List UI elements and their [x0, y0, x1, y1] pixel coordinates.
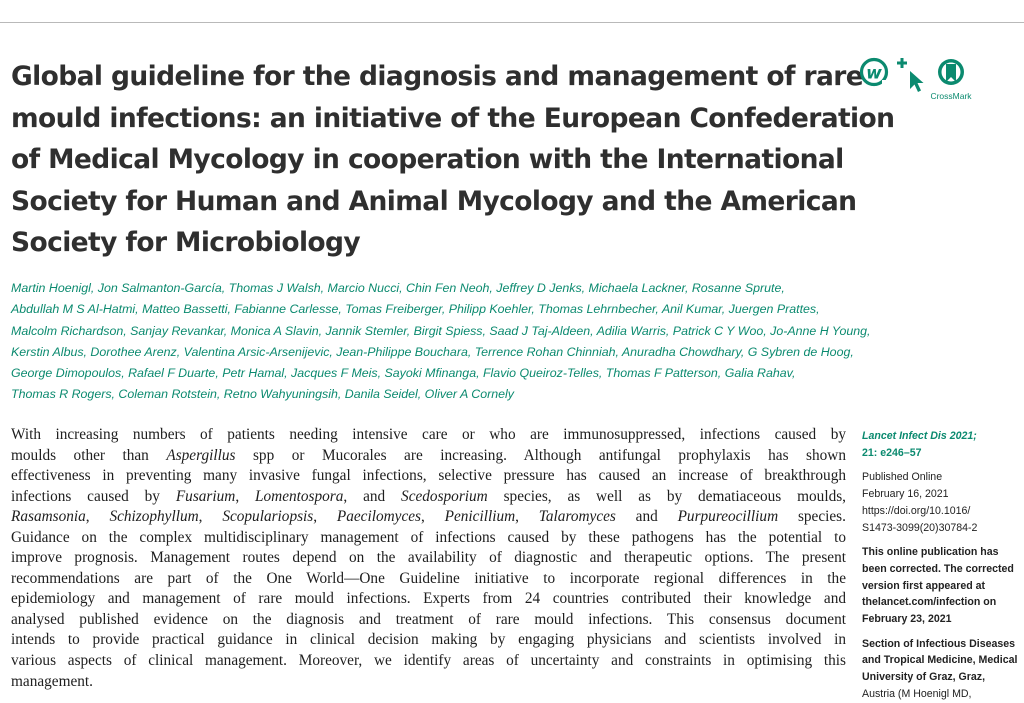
- title-line: mould infections: an initiative of the European Confederation: [11, 102, 895, 134]
- published-label: Published Online: [862, 471, 943, 484]
- abstract-line: intends to provide practical guidance in clinical decision making by engaging physicians and scientists involved in: [11, 631, 846, 649]
- abstract-line: infections caused by Fusarium, Lomentospora, and Scedosporium species, as well as by dematiaceous moulds,: [11, 487, 846, 505]
- abstract-line: recommendations are part of the One World—One Guideline initiative to incorporate regional differences in the: [11, 569, 846, 587]
- correction-line: thelancet.com/infection on: [862, 596, 997, 609]
- correction-line: February 23, 2021: [862, 613, 952, 626]
- author-line: Martin Hoenigl, Jon Salmanton-García, Thomas J Walsh, Marcio Nucci, Chin Fen Neoh, Jeffrey D Jenks, Michaela Lackner, Rosanne Sprute,: [11, 281, 785, 295]
- title-line: Society for Human and Animal Mycology and the American: [11, 185, 857, 217]
- correction-line: version first appeared at: [862, 579, 986, 592]
- citation-pages: 21: e246–57: [862, 446, 922, 459]
- abstract-line: management.: [11, 672, 93, 690]
- abstract-line: Guidance on the complex multidisciplinary management of infections caused by these pathogens has the potential to: [11, 528, 846, 546]
- doi-line[interactable]: S1473-3099(20)30784-2: [862, 521, 978, 534]
- author-line: Thomas R Rogers, Coleman Rotstein, Retno Wahyuningsih, Danila Seidel, Oliver A Cornely: [11, 387, 514, 402]
- abstract-line: various aspects of clinical management. Moreover, we identify areas of uncertainty and constraints in optimising this: [11, 652, 846, 670]
- author-line: George Dimopoulos, Rafael F Duarte, Petr Hamal, Jacques F Meis, Sayoki Mfinanga, Flavio Queiroz-Telles, Thomas F Patterson, Galia Rahav,: [11, 366, 796, 381]
- abstract-line: Rasamsonia, Schizophyllum, Scopulariopsis, Paecilomyces, Penicillium, Talaromyces and Purpureocillium species.: [11, 508, 846, 526]
- doi-line[interactable]: https://doi.org/10.1016/: [862, 504, 971, 517]
- header-icons: [860, 55, 980, 105]
- abstract-line: effectiveness in preventing many invasive fungal infections, selective pressure has caused an increase of breakthrough: [11, 467, 846, 485]
- article-title: [11, 56, 895, 264]
- correction-line: This online publication has: [862, 546, 999, 559]
- title-line: of Medical Mycology in cooperation with the International: [11, 144, 844, 175]
- published-date: February 16, 2021: [862, 488, 949, 501]
- affiliation-line: Austria (M Hoenigl MD,: [862, 687, 972, 700]
- affiliation-line: University of Graz, Graz,: [862, 671, 986, 684]
- journal-citation: Lancet Infect Dis 2021;: [862, 430, 977, 442]
- cursor-plus-icon[interactable]: [897, 58, 924, 92]
- top-rule: [0, 0, 1024, 23]
- author-line: Malcolm Richardson, Sanjay Revankar, Monica A Slavin, Jannik Stemler, Birgit Spiess, Saad J Taj-Aldeen, Adilia Warris, Patrick C Y Woo, Jo-Anne H Young,: [11, 323, 871, 338]
- sidebar-notes: [862, 428, 1024, 703]
- author-line: Kerstin Albus, Dorothee Arenz, Valentina Arsic-Arsenijevic, Jean-Philippe Bouchara, Terrence Rohan Chinniah, Anuradha Chowdhary, G Sybren de Hoog,: [11, 344, 854, 359]
- author-list: [11, 278, 871, 406]
- title-line: Society for Microbiology: [11, 227, 361, 258]
- affiliation-line: and Tropical Medicine, Medical: [862, 654, 1018, 667]
- crossmark-icon[interactable]: [938, 59, 964, 85]
- abstract-line: epidemiology and management of rare mould infections. Experts from 24 countries contributed their knowledge and: [11, 590, 846, 608]
- abstract-line: analysed published evidence on the diagnosis and treatment of rare mould infections. This consensus document: [11, 610, 846, 628]
- affiliation-line: Section of Infectious Diseases: [862, 637, 1016, 650]
- author-line: Abdullah M S Al-Hatmi, Matteo Bassetti, Fabianne Carlesse, Tomas Freiberger, Philipp Koehler, Thomas Lehrnbecher, Anil Kumar, Juergen Prattes,: [11, 302, 820, 317]
- abstract-line: With increasing numbers of patients needing intensive care or who are immunosuppressed, infections caused by: [11, 426, 846, 443]
- crossmark-label: CrossMark: [930, 91, 972, 101]
- web-extra-icon[interactable]: [862, 60, 889, 87]
- abstract: [11, 425, 846, 692]
- abstract-line: moulds other than Aspergillus spp or Mucorales are increasing. Although antifungal prophylaxis has shown: [11, 446, 846, 464]
- abstract-line: improve prognosis. Management routes depend on the availability of diagnostic and therapeutic options. The present: [11, 549, 846, 567]
- title-line: Global guideline for the diagnosis and management of rare: [11, 61, 864, 92]
- correction-line: been corrected. The corrected: [862, 562, 1014, 575]
- svg-text:w: w: [866, 63, 882, 84]
